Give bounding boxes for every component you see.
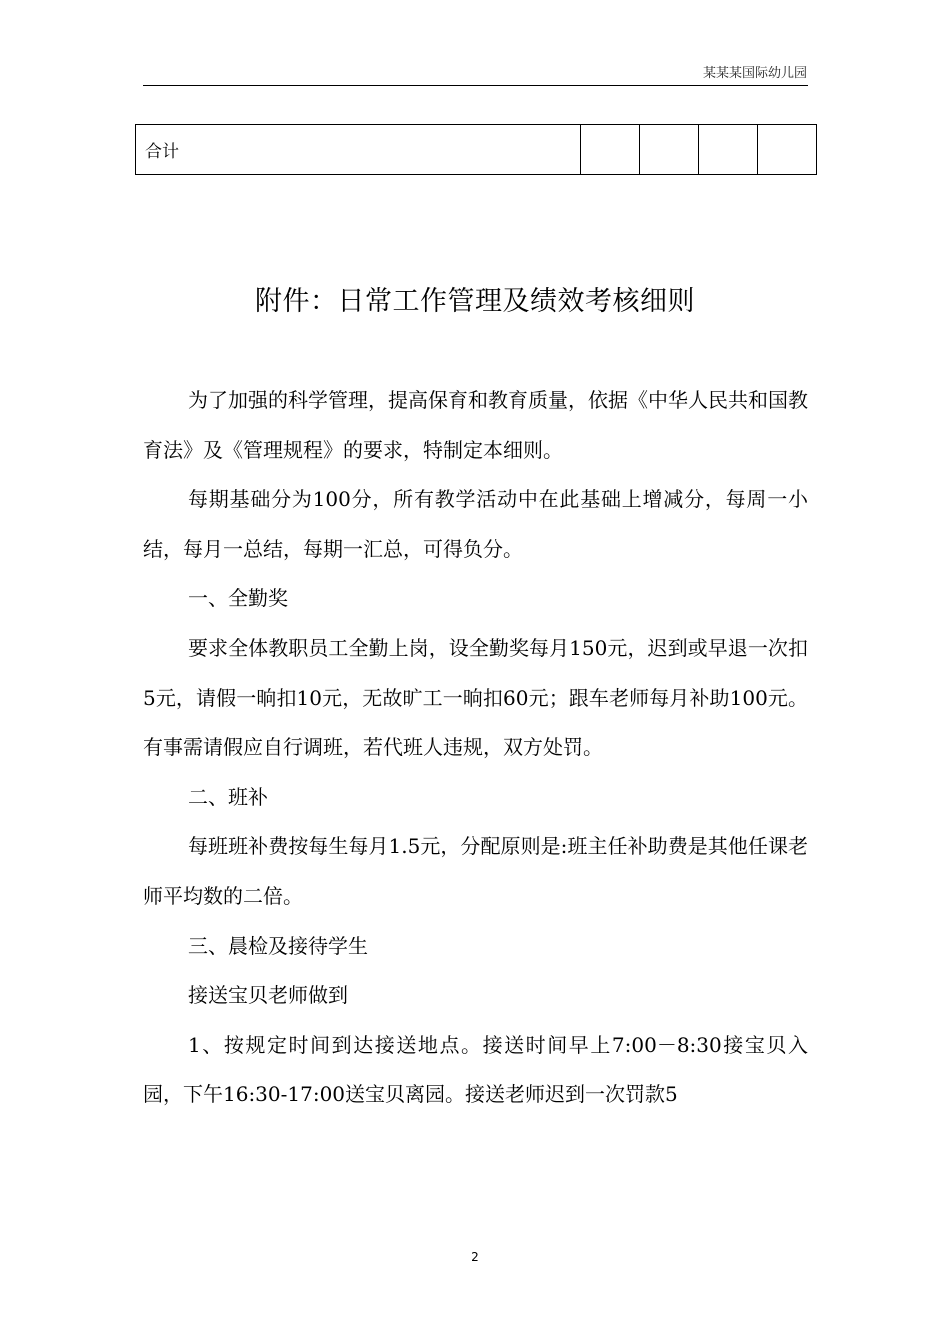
section-heading-attendance: 一、全勤奖 [188,586,288,611]
paragraph-attendance: 要求全体教职员工全勤上岗，设全勤奖每月150元，迟到或早退一次扣5元，请假一晌扣10元，无故旷工一晌扣60元；跟车老师每月补助100元。有事需请假应自行调班，若代班人违规，双方处罚。 [143,635,808,760]
paragraph-class-subsidy: 每班班补费按每生每月1.5元，分配原则是:班主任补助费是其他任课老师平均数的二倍。 [143,834,808,908]
document-title: 附件：日常工作管理及绩效考核细则 [255,286,695,317]
total-table [135,124,817,175]
header-divider [143,85,808,86]
total-value-cell [758,125,817,175]
total-value-cell [581,125,640,175]
table-row [136,125,817,175]
total-value-cell [699,125,758,175]
total-label-cell: 合计 [136,125,581,175]
paragraph-intro: 为了加强的科学管理，提高保育和教育质量，依据《中华人民共和国教育法》及《管理规程》的要求，特制定本细则。 [143,388,808,462]
paragraph-pickup-rule-1: 1、按规定时间到达接送地点。接送时间早上7:00－8:30接宝贝入园，下午16:30-17:00送宝贝离园。接送老师迟到一次罚款5 [143,1032,808,1107]
section-heading-class-subsidy: 二、班补 [188,784,268,809]
total-value-cell [640,125,699,175]
header-org-name: 某某某国际幼儿园 [702,66,807,81]
paragraph-pickup-teachers: 接送宝贝老师做到 [188,983,348,1008]
section-heading-morning-check: 三、晨检及接待学生 [188,933,368,958]
page-number: 2 [471,1250,479,1264]
paragraph-base-score: 每期基础分为100分，所有教学活动中在此基础上增减分，每周一小结，每月一总结，每期一汇总，可得负分。 [143,487,808,561]
document-body [143,376,808,1120]
